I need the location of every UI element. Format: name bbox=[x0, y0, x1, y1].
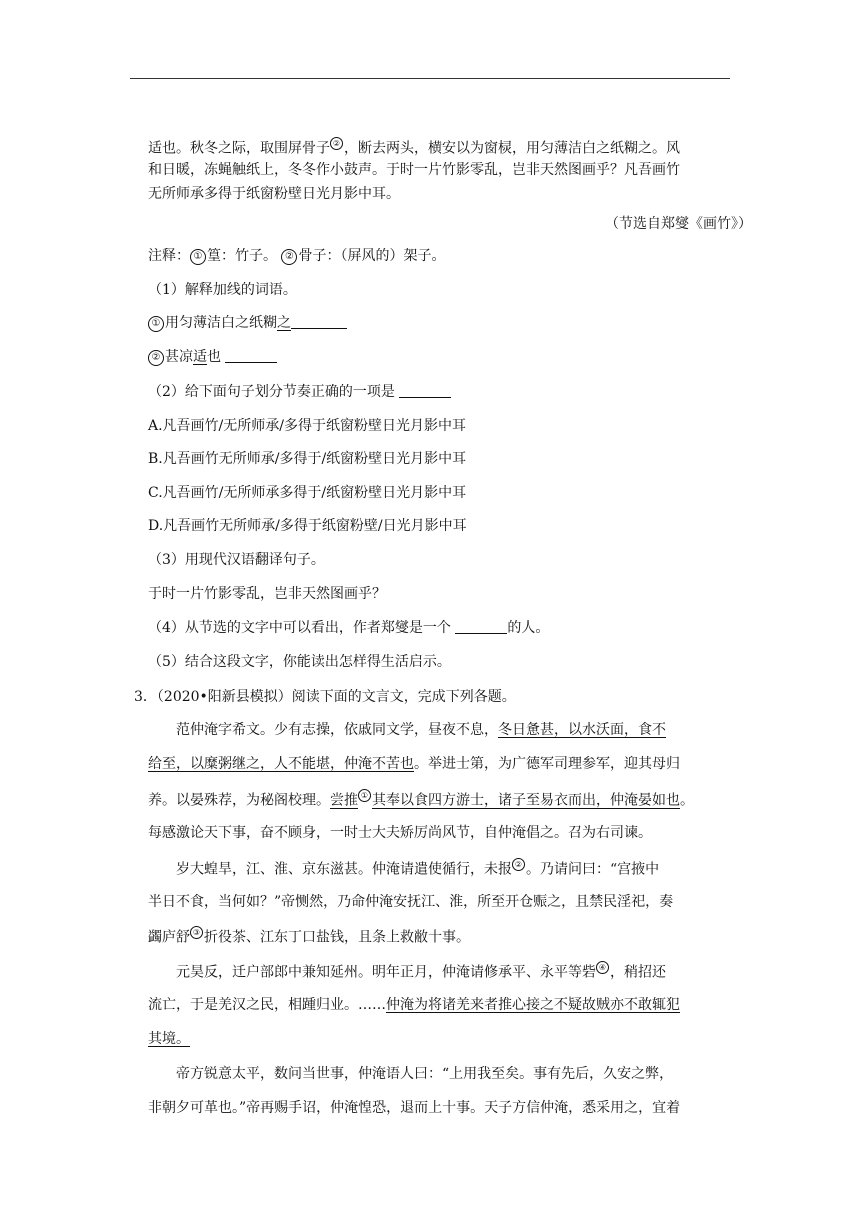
passage-line-3: 无所师承多得于纸窗粉壁日光月影中耳。 bbox=[148, 186, 400, 202]
question-4: （4）从节选的文字中可以看出，作者郑燮是一个 的人。 bbox=[148, 620, 550, 636]
option-c: C.凡吾画竹/无所师承多得于/纸窗粉壁日光月影中耳 bbox=[148, 485, 467, 501]
answer-blank[interactable] bbox=[225, 348, 277, 363]
answer-blank[interactable] bbox=[291, 314, 347, 329]
para1-line-2: 给至，以糜粥继之，人不能堪，仲淹不苦也。举进士第，为广德军司理参军，迎其母归 bbox=[148, 756, 680, 772]
para3-line-1: 元昊反，迁户部郎中兼知延州。明年正月，仲淹请修承平、永平等砦 ④ ，稍招还 bbox=[176, 963, 666, 981]
question-1-item-b: ② 甚凉适也 bbox=[148, 347, 277, 367]
para4-line-2: 非朝夕可革也。”帝再赐手诏，仲淹惶恐，退而上十事。天子方信仲淹，悉采用之，宜着 bbox=[148, 1100, 681, 1116]
answer-blank[interactable] bbox=[455, 619, 507, 634]
para3-line-2: 流亡，于是羌汉之民，相踵归业。……仲淹为将诸羌来者推心接之不疑故贼亦不敢辄犯 bbox=[148, 997, 680, 1013]
header-rule bbox=[130, 78, 730, 79]
question-3-sentence: 于时一片竹影零乱，岂非天然图画乎？ bbox=[148, 586, 386, 602]
para2-line-3: 蠲庐舒 ③ 折役茶、江东丁口盐钱，且条上救敝十事。 bbox=[148, 928, 470, 946]
option-b: B.凡吾画竹无所师承/多得于/纸窗粉壁日光月影中耳 bbox=[148, 451, 467, 467]
para1-line-4: 每感激论天下事，奋不顾身，一时士大夫矫厉尚风节，自仲淹倡之。召为右司谏。 bbox=[148, 825, 652, 841]
para3-line-3: 其境。 bbox=[148, 1031, 190, 1047]
para1-line-3: 养。以晏殊荐，为秘阁校理。尝推 ① 其奉以食四方游士，诸子至易衣而出，仲淹晏如也。 bbox=[148, 791, 694, 809]
passage-line-1: 适也。秋冬之际，取围屏骨子 ② ，断去两头，横安以为窗棂，用匀薄洁白之纸糊之。风 bbox=[148, 139, 680, 157]
notes: 注释： ① 篁：竹子。 ② 骨子：（屏风的）架子。 bbox=[148, 248, 446, 264]
section-3-header: 3．（2020•阳新县模拟）阅读下面的文言文，完成下列各题。 bbox=[134, 689, 516, 705]
question-5: （5）结合这段文字，你能读出怎样得生活启示。 bbox=[148, 654, 451, 670]
question-1-title: （1）解释加线的词语。 bbox=[148, 282, 297, 298]
option-a: A.凡吾画竹/无所师承/多得于纸窗粉壁日光月影中耳 bbox=[148, 418, 466, 434]
para2-line-1: 岁大蝗旱，江、淮、京东滋甚。仲淹请遣使循行，未报 ② 。乃请问曰：“宫掖中 bbox=[176, 860, 660, 878]
question-3-title: （3）用现代汉语翻译句子。 bbox=[148, 552, 325, 568]
para1-line-1: 范仲淹字希文。少有志操，依戚同文学，昼夜不息，冬日惫甚，以水沃面，食不 bbox=[176, 722, 666, 738]
para4-line-1: 帝方锐意太平，数问当世事，仲淹语人曰：“上用我至矣。事有先后，久安之弊， bbox=[176, 1066, 674, 1082]
passage-source: （节选自郑燮《画竹》） bbox=[605, 216, 752, 232]
question-2-title: （2）给下面句子划分节奏正确的一项是 bbox=[148, 382, 451, 402]
passage-line-2: 和日暖，冻蝇触纸上，冬冬作小鼓声。于时一片竹影零乱，岂非天然图画乎？凡吾画竹 bbox=[148, 162, 680, 178]
para2-line-2: 半日不食，当何如？”帝恻然，乃命仲淹安抚江、淮，所至开仓赈之，且禁民淫祀，奏 bbox=[148, 894, 674, 910]
answer-blank[interactable] bbox=[399, 383, 451, 398]
option-d: D.凡吾画竹无所师承/多得于纸窗粉壁/日光月影中耳 bbox=[148, 518, 467, 534]
question-1-item-a: ① 用匀薄洁白之纸糊之 bbox=[148, 313, 347, 333]
